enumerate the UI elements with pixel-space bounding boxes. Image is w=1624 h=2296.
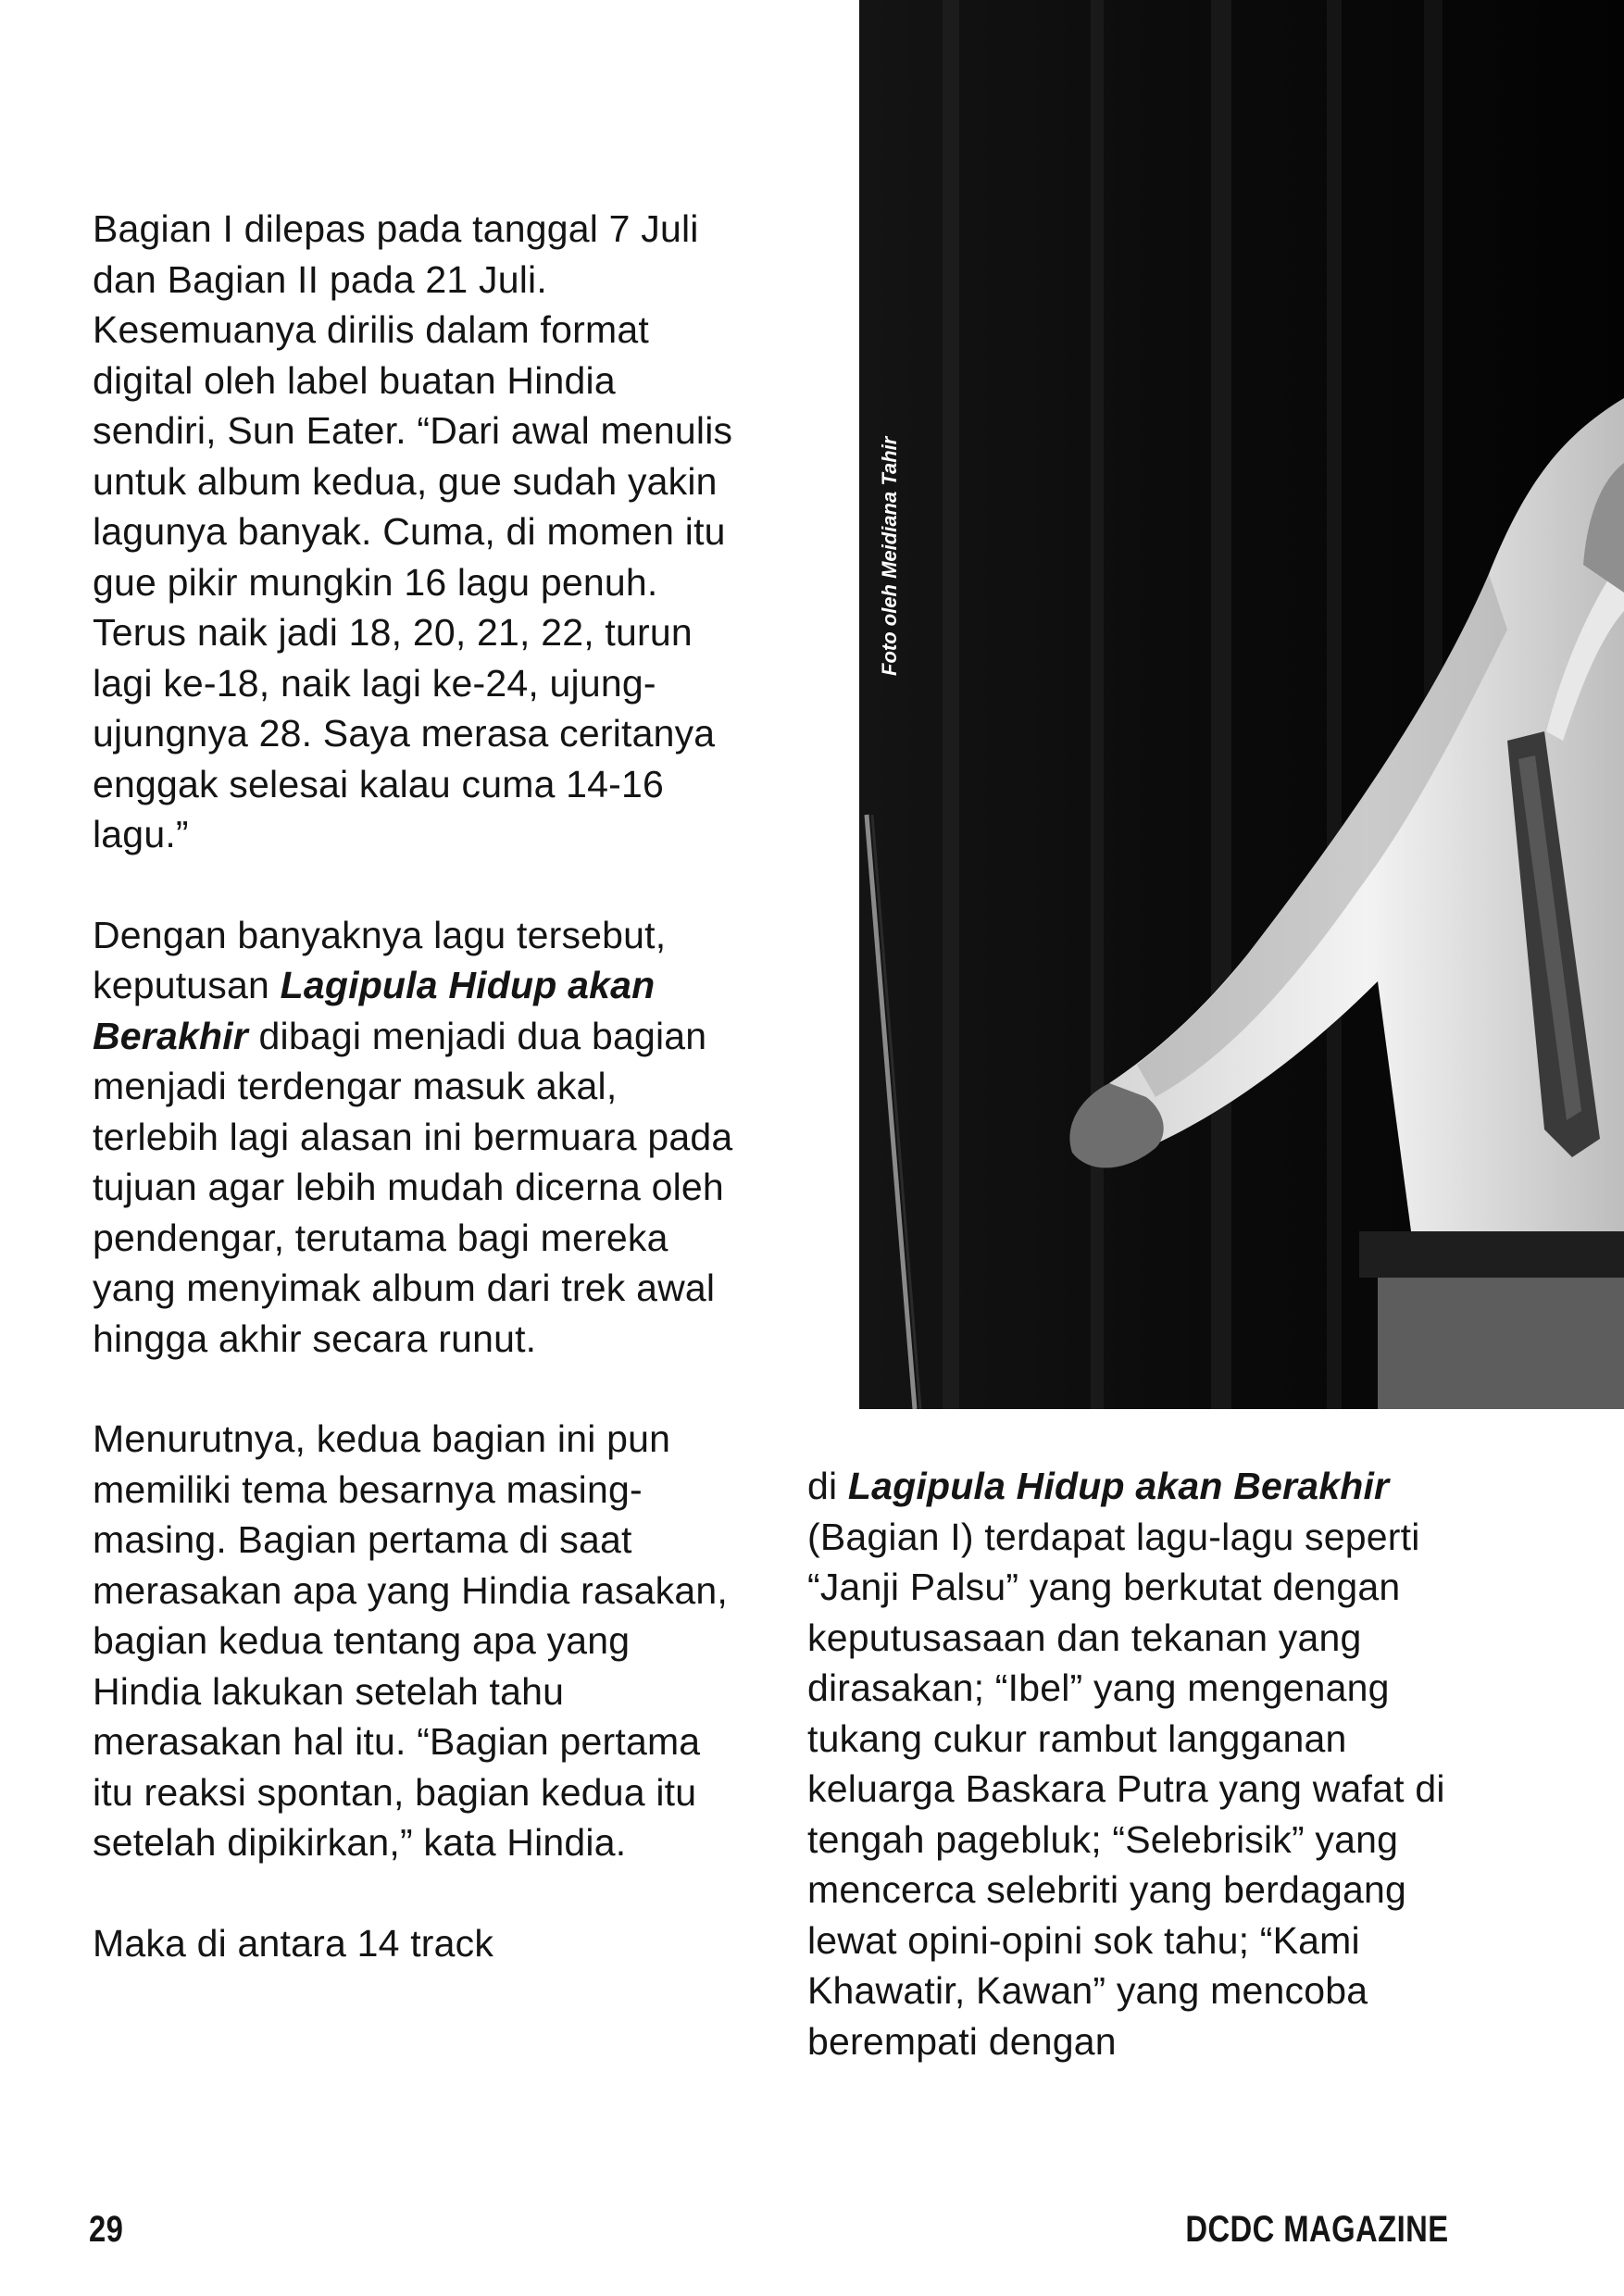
paragraph-themes: Menurutnya, kedua bagian ini pun memiliki tema besarnya masing-masing. Bagian pertama di saat merasakan apa yang Hindia rasakan, bagian kedua tentang apa yang Hindia lakukan setelah tahu merasakan hal itu. “Bagian pertama itu reaksi spontan, bagian kedua itu setelah dipikirkan,” kata Hindia. [93,1417,728,1864]
paragraph-tracks-intro: Maka di antara 14 track [93,1921,494,1965]
paragraph-album-split-text-a: Dengan banyaknya lagu tersebut, keputusan [93,913,667,1006]
paragraph-release-dates: Bagian I dilepas pada tanggal 7 Juli dan Bagian II pada 21 Juli. Kesemuanya dirilis dalam format digital oleh label buatan Hindia sendiri, Sun Eater. “Dari awal menulis untuk album kedua, gue sudah yakin lagunya banyak. Cuma, di momen itu gue pikir mungkin 16 lagu penuh. Terus naik jadi 18, 20, 21, 22, turun lagi ke-18, naik lagi ke-24, ujung-ujungnya 28. Saya merasa ceritanya enggak selesai kalau cuma 14-16 lagu.” [93,207,733,855]
artist-photo [859,0,1624,1409]
left-text-column [93,204,741,1968]
paragraph-track-descriptions-text-a: di [807,1465,848,1507]
paragraph-album-split-text-b: dibagi menjadi dua bagian menjadi terdengar masuk akal, terlebih lagi alasan ini bermuara pada tujuan agar lebih mudah dicerna oleh pendengar, terutama bagi mereka yang menyimak album dari trek awal hingga akhir secara runut. [93,1014,733,1360]
paragraph-track-descriptions-text-b: (Bagian I) terdapat lagu-lagu seperti “Janji Palsu” yang berkutat dengan keputusasaan dan tekanan yang dirasakan; “Ibel” yang mengenang tukang cukur rambut langganan keluarga Baskara Putra yang wafat di tengah pagebluk; “Selebrisik” yang mencerca selebriti yang berdagang lewat opini-opini sok tahu; “Kami Khawatir, Kawan” yang mencoba berempati dengan [807,1515,1445,2063]
paragraph-album-split [93,910,741,1365]
photo-credit: Foto oleh Meidiana Tahir [878,436,901,676]
album-title: Lagipula Hidup akan Berakhir [847,1465,1390,1507]
right-text-column [807,1461,1455,2066]
page-number: 29 [89,2209,124,2250]
magazine-name: DCDC MAGAZINE [1184,2209,1448,2250]
paragraph-track-descriptions [807,1461,1455,2066]
album-title: Lagipula Hidup akan Berakhir [93,964,656,1057]
